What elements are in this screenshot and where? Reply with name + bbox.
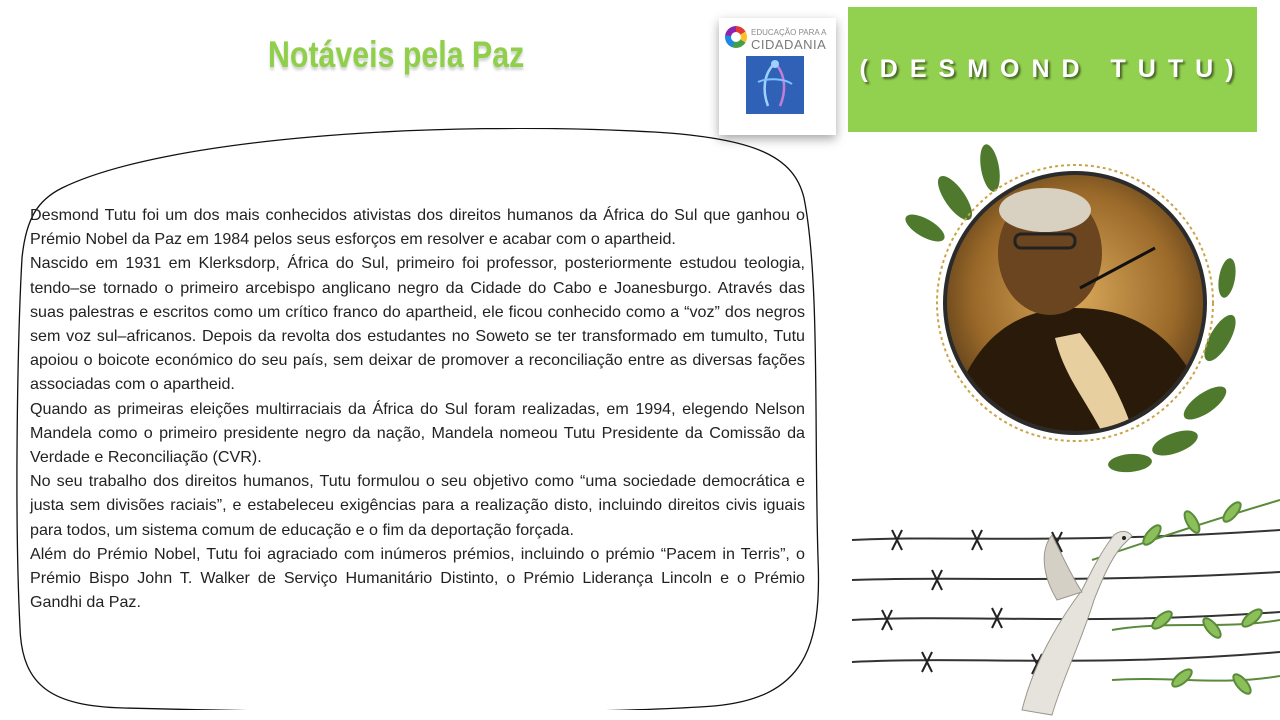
dove-barbed-wire-image — [852, 480, 1280, 720]
olive-branch-icon — [1092, 500, 1280, 697]
logo-line-1: EDUCAÇÃO PARA A — [751, 28, 827, 37]
logo-text — [751, 28, 826, 52]
paragraph: Quando as primeiras eleições multirraciais da África do Sul foram realizadas, em 1994, elegendo Nelson Mandela como o primeiro presidente negro da nação, Mandela nomeou Tutu Presidente da Comissão da Verdade e Reconciliação (CVR). — [30, 399, 805, 467]
portrait-image — [905, 138, 1245, 478]
paragraph: Desmond Tutu foi um dos mais conhecidos ativistas dos direitos humanos da África do Sul que ganhou o Prémio Nobel da Paz em 1984 pelos seus esforços em resolver e acabar com o apartheid. — [30, 206, 805, 249]
logo-emblem-icon — [746, 56, 804, 114]
name-banner — [848, 7, 1257, 132]
body-text — [30, 203, 805, 614]
logo-line-2: CIDADANIA — [751, 37, 827, 52]
paragraph: Além do Prémio Nobel, Tutu foi agraciado com inúmeros prémios, incluindo o prémio “Pacem in Terris”, o Prémio Bispo John T. Walker de Serviço Humanitário Distinto, o Prémio Liderança Lincoln e o Prémio Gandhi da Paz. — [30, 544, 805, 612]
banner-title: (DESMOND TUTU) — [859, 55, 1246, 83]
logo-card — [719, 18, 836, 135]
paragraph: Nascido em 1931 em Klerksdorp, África do Sul, primeiro foi professor, posteriormente estudou teologia, tendo–se tornado o primeiro arcebispo anglicano negro da Cidade do Cabo e Joanesburgo. Através das suas palestras e escritos como um crítico franco do apartheid, ele ficou conhecido como a “voz” dos negros sem voz sul–africanos. Depois da revolta dos estudantes no Soweto se ter transformado em tumulto, Tutu apoiou o boicote económico do seu país, sem deixar de promover a reconciliação entre as diversas fações associadas com o apartheid. — [30, 254, 805, 394]
logo-ring-icon — [725, 26, 747, 48]
paragraph: No seu trabalho dos direitos humanos, Tutu formulou o seu objetivo como “uma sociedade democrática e justa sem divisões raciais”, e estabeleceu exigências para a realização disto, incluindo direitos civis iguais para todos, um sistema comum de educação e o fim da deportação forçada. — [30, 472, 805, 539]
barb-icon — [882, 530, 1062, 674]
page-title: Notáveis pela Paz — [268, 34, 525, 75]
dove-icon — [1022, 531, 1132, 715]
